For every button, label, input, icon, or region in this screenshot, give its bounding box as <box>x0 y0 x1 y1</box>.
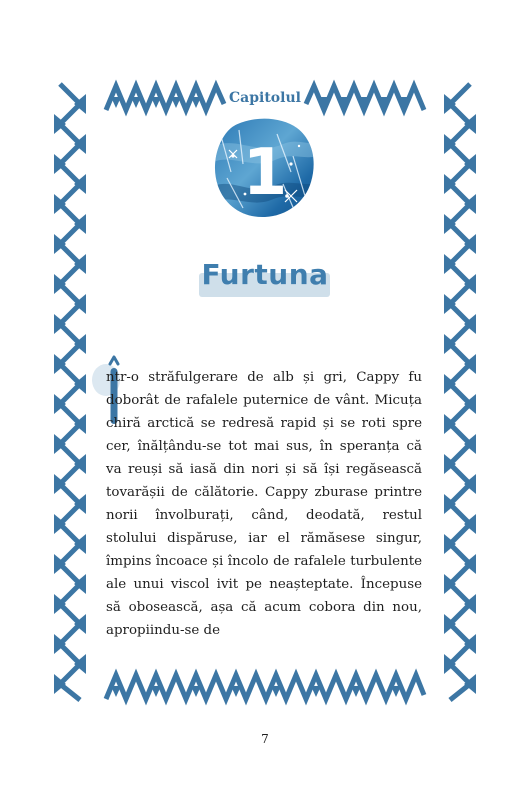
left-zigzag <box>60 84 80 700</box>
top-left-zigzag <box>106 86 224 110</box>
body-paragraph: ntr-o străfulgerare de alb și gri, Cappy fu doborât de rafalele puternice de vânt. Micuța chiră arctică se redresă rapid și se roti spre cer, înălțându-se tot mai sus, în speranța că va reuși să iasă din nori și să își regăsească tovarășii de călătorie. Cappy zburase printre norii învolburați, când, deodată, restul stolului dispăruse, iar el rămăsese singur, împins încoace și încolo de rafalele turbulente ale unui viscol ivit pe neașteptate. Începuse să obosească, așa că acum cobora din nou, apropiindu-se de <box>106 370 422 638</box>
chapter-label: Capitolul <box>229 90 301 106</box>
chapter-body <box>106 366 422 642</box>
page-number: 7 <box>261 732 269 746</box>
chapter-number: 1 <box>242 136 288 210</box>
chapter-title-block <box>195 258 335 304</box>
svg-text:Î: Î <box>0 254 1 255</box>
right-zigzag <box>450 84 470 700</box>
chapter-number-badge <box>213 116 317 220</box>
chapter-title: Furtuna <box>201 258 329 291</box>
